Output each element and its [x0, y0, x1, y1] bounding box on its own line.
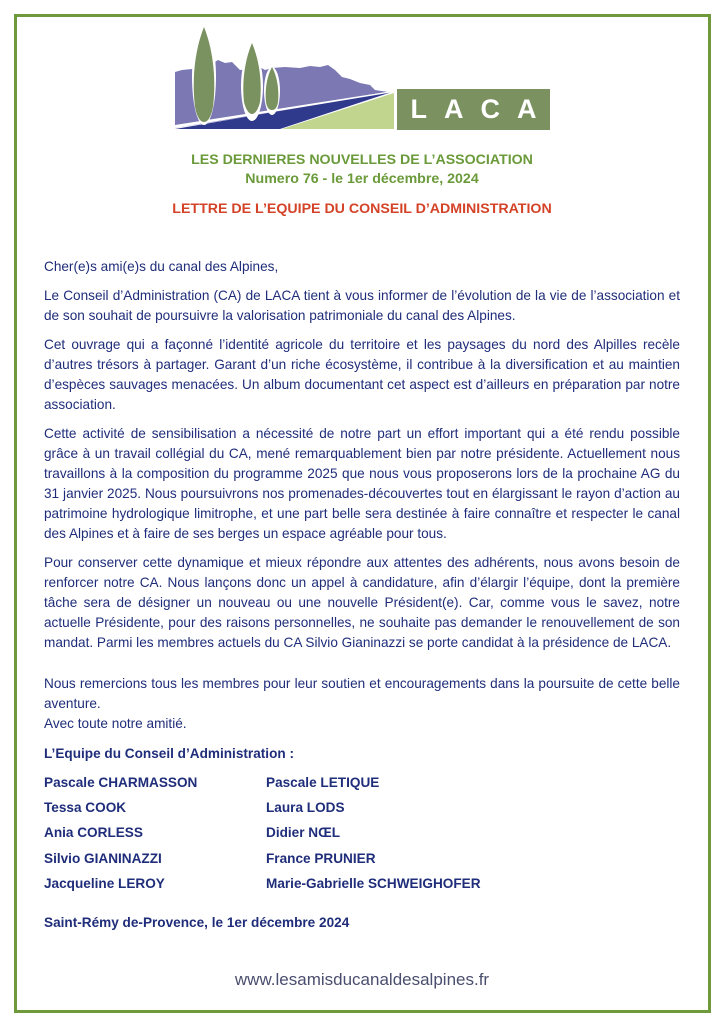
team-title: L’Equipe du Conseil d’Administration :: [44, 746, 294, 761]
thanks-paragraph: Nous remercions tous les membres pour leur soutien et encouragements dans la poursuite de cette belle aventure.: [44, 676, 680, 711]
team-row: [44, 795, 644, 820]
place-and-date: Saint-Rémy de-Provence, le 1er décembre 2024: [44, 915, 350, 930]
team-row: [44, 871, 644, 896]
website-link[interactable]: www.lesamisducanaldesalpines.fr: [234, 970, 490, 989]
letter-body: [44, 257, 680, 770]
member-name: Marie-Gabrielle SCHWEIGHOFER: [266, 875, 481, 891]
paragraph: Cet ouvrage qui a façonné l’identité agricole du territoire et les paysages du nord des Alpilles recèle d’autres trésors à partager. Garant d’un riche écosystème, il contribue à la diversification et au maintien d’espèces sauvages menacées. Un album documentant cet aspect est d’ailleurs en préparation par notre association.: [44, 337, 680, 412]
member-name: Didier NŒL: [266, 825, 341, 841]
member-name: Laura LODS: [266, 800, 345, 816]
laca-logo: [170, 22, 555, 134]
team-row: [44, 846, 644, 871]
newsletter-title: LES DERNIERES NOUVELLES DE L’ASSOCIATION: [191, 152, 533, 168]
paragraph: Pour conserver cette dynamique et mieux répondre aux attentes des adhérents, nous avons besoin de renforcer notre CA. Nous lançons donc un appel à candidature, afin d’élargir l’équipe, dont la première tâche sera de désigner un nouveau ou une nouvelle Président(e). Car, comme vous le savez, notre actuelle Présidente, pour des raisons personnelles, ne souhaite pas demander le renouvellement de son mandat. Parmi les membres actuels du CA Silvio Gianinazzi se porte candidat à la présidence de LACA.: [44, 555, 680, 650]
paragraph: Cette activité de sensibilisation a nécessité de notre part un effort important qui a été rendu possible grâce à un travail collégial du CA, mené remarquablement bien par notre présidente. Actuellement nous travaillons à la composition du programme 2025 que nous vous proposerons lors de la prochaine AG du 31 janvier 2025. Nous poursuivrons nos promenades-découvertes tout en élargissant le rayon d’action au patrimoine hydrologique limitrophe, et une part belle sera destinée à faire connaître et respecter le canal des Alpines et à faire de ses berges un espace agréable pour tous.: [44, 426, 680, 541]
member-name: Pascale LETIQUE: [266, 775, 380, 791]
member-name: Jacqueline LEROY: [44, 875, 165, 891]
team-row: [44, 770, 644, 795]
issue-line: Numero 76 - le 1er décembre, 2024: [245, 171, 479, 187]
letter-title: LETTRE DE L’EQUIPE DU CONSEIL D’ADMINISTRATION: [172, 201, 552, 217]
farewell: Avec toute notre amitié.: [44, 716, 187, 731]
team-list: [44, 770, 644, 896]
team-row: [44, 820, 644, 845]
member-name: France PRUNIER: [266, 850, 376, 866]
paragraph: Le Conseil d’Administration (CA) de LACA tient à vous informer de l’évolution de la vie de l’association et de son souhait de poursuivre la valorisation patrimoniale du canal des Alpines.: [44, 288, 680, 323]
member-name: Pascale CHARMASSON: [44, 775, 198, 791]
logo-wordmark: LACA: [410, 94, 554, 124]
member-name: Silvio GIANINAZZI: [44, 850, 162, 866]
member-name: Tessa COOK: [44, 800, 127, 816]
greeting: Cher(e)s ami(e)s du canal des Alpines,: [44, 259, 279, 274]
member-name: Ania CORLESS: [44, 825, 143, 841]
